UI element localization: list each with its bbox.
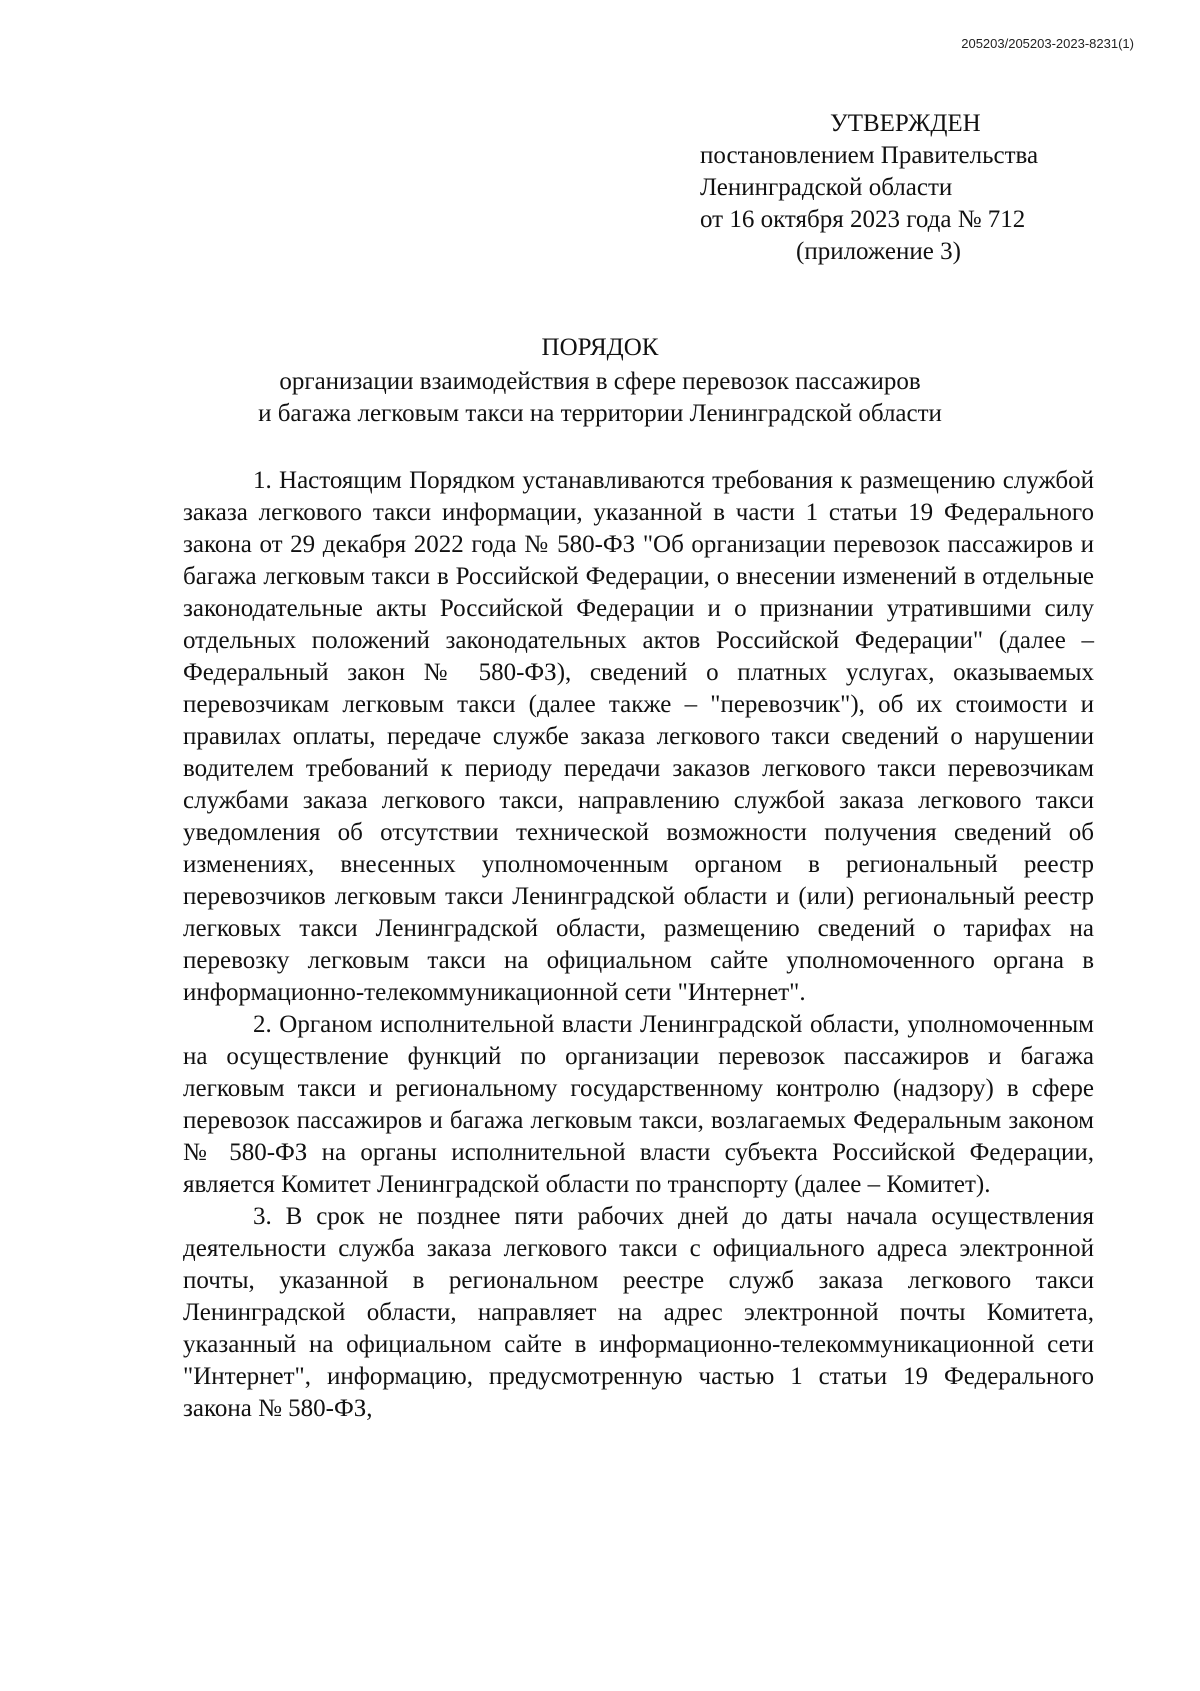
title-main: ПОРЯДОК [541, 334, 659, 361]
document-id: 205203/205203-2023-8231(1) [961, 36, 1134, 51]
approval-line-3: от 16 октября 2023 года № 712 [700, 206, 1026, 233]
approval-heading: УТВЕРЖДЕН [830, 110, 981, 137]
title-line-1: организации взаимодействия в сфере перевозок пассажиров [279, 368, 921, 395]
approval-block [700, 108, 1100, 268]
approval-line-2: Ленинградской области [700, 174, 953, 201]
document-title [150, 332, 1050, 430]
paragraph-2: 2. Органом исполнительной власти Ленинградской области, уполномоченным на осуществление функций по организации перевозок пассажиров и багажа легковым такси и региональному государственному контролю (надзору) в сфере перевозок пассажиров и багажа легковым такси, возлагаемых Федеральным законом № 580-ФЗ на органы исполнительной власти субъекта Российской Федерации, является Комитет Ленинградской области по транспорту (далее – Комитет). [183, 1011, 1094, 1198]
approval-appendix: (приложение 3) [796, 238, 961, 265]
approval-line-1: постановлением Правительства [700, 142, 1039, 169]
title-line-2: и багажа легковым такси на территории Ленинградской области [258, 400, 942, 427]
document-body [183, 465, 1094, 1425]
paragraph-1: 1. Настоящим Порядком устанавливаются требования к размещению службой заказа легкового такси информации, указанной в части 1 статьи 19 Федерального закона от 29 декабря 2022 года № 580-ФЗ "Об организации перевозок пассажиров и багажа легковым такси в Российской Федерации, о внесении изменений в отдельные законодательные акты Российской Федерации и о признании утратившими силу отдельных положений законодательных актов Российской Федерации" (далее – Федеральный закон № 580-ФЗ), сведений о платных услугах, оказываемых перевозчикам легковым такси (далее также – "перевозчик"), об их стоимости и правилах оплаты, передаче службе заказа легкового такси сведений о нарушении водителем требований к периоду передачи заказов легкового такси перевозчикам службами заказа легкового такси, направлению службой заказа легкового такси уведомления об отсутствии технической возможности получения сведений об изменениях, внесенных уполномоченным органом в региональный реестр перевозчиков легковым такси Ленинградской области и (или) региональный реестр легковых такси Ленинградской области, размещению сведений о тарифах на перевозку легковым такси на официальном сайте уполномоченного органа в информационно-телекоммуникационной сети "Интернет". [183, 467, 1094, 1006]
paragraph-3: 3. В срок не позднее пяти рабочих дней до даты начала осуществления деятельности служба заказа легкового такси с официального адреса электронной почты, указанной в региональном реестре служб заказа легкового такси Ленинградской области, направляет на адрес электронной почты Комитета, указанный на официальном сайте в информационно-телекоммуникационной сети "Интернет", информацию, предусмотренную частью 1 статьи 19 Федерального закона № 580-ФЗ, [183, 1203, 1094, 1422]
